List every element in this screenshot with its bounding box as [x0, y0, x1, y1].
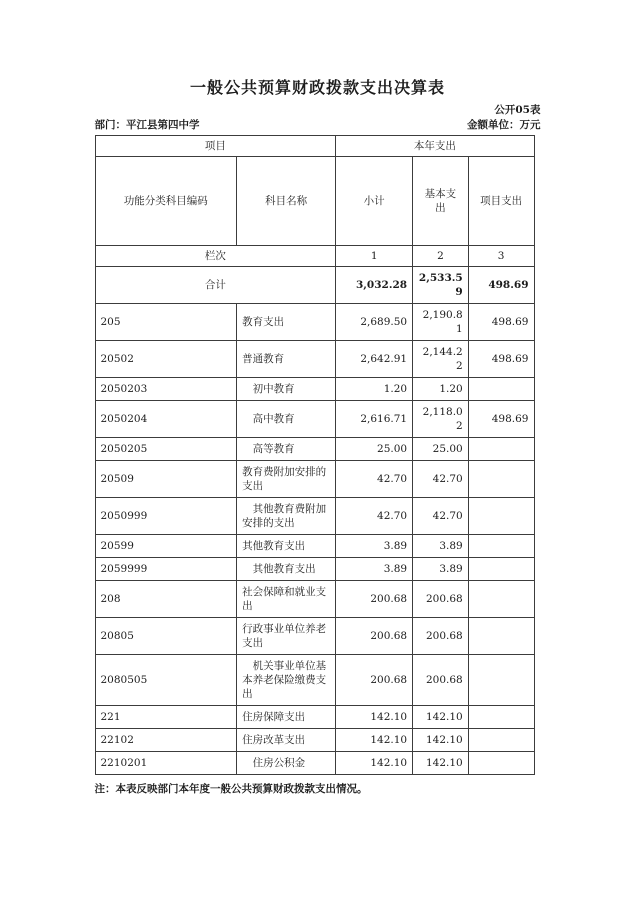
header-group-row: [95, 136, 534, 157]
row-subtotal: 142.10: [336, 729, 413, 752]
column-number-3: 3: [468, 246, 534, 267]
table-row: [95, 401, 534, 438]
header-columns-row: [95, 157, 534, 246]
row-name: 行政事业单位养老支出: [237, 618, 336, 655]
header-col-function-code: 功能分类科目编码: [95, 157, 237, 246]
row-subtotal: 142.10: [336, 706, 413, 729]
expenditure-table: [95, 135, 535, 775]
row-code: 2080505: [95, 655, 237, 706]
page-title: 一般公共预算财政拨款支出决算表: [189, 78, 445, 97]
row-basic: 42.70: [413, 461, 469, 498]
row-name: 其他教育支出: [237, 535, 336, 558]
row-basic: 1.20: [413, 378, 469, 401]
row-code: 2050205: [95, 438, 237, 461]
table-row: [95, 558, 534, 581]
row-basic: 2,118.02: [413, 401, 469, 438]
row-name: 机关事业单位基本养老保险缴费支出: [237, 655, 336, 706]
row-basic: 142.10: [413, 752, 469, 775]
row-project: 498.69: [468, 401, 534, 438]
row-name: 住房改革支出: [237, 729, 336, 752]
row-code: 20509: [95, 461, 237, 498]
row-project: [468, 752, 534, 775]
row-basic: 3.89: [413, 558, 469, 581]
table-row: [95, 498, 534, 535]
row-subtotal: 1.20: [336, 378, 413, 401]
row-subtotal: 2,689.50: [336, 304, 413, 341]
row-project: [468, 581, 534, 618]
row-name: 高中教育: [237, 401, 336, 438]
row-name: 社会保障和就业支出: [237, 581, 336, 618]
row-code: 221: [95, 706, 237, 729]
unit-label: 金额单位：万元: [467, 119, 541, 131]
row-basic: 42.70: [413, 498, 469, 535]
row-basic: 142.10: [413, 729, 469, 752]
row-basic: 200.68: [413, 581, 469, 618]
column-index-label: 栏次: [95, 246, 336, 267]
row-name: 住房公积金: [237, 752, 336, 775]
table-row: [95, 729, 534, 752]
row-code: 20805: [95, 618, 237, 655]
row-code: 2210201: [95, 752, 237, 775]
row-basic: 200.68: [413, 618, 469, 655]
row-name: 住房保障支出: [237, 706, 336, 729]
department-label: 部门：平江县第四中学: [94, 119, 200, 131]
table-row: [95, 461, 534, 498]
row-code: 2059999: [95, 558, 237, 581]
row-name: 教育费附加安排的支出: [237, 461, 336, 498]
row-basic: 2,144.22: [413, 341, 469, 378]
row-name: 其他教育支出: [237, 558, 336, 581]
table-row: [95, 752, 534, 775]
row-project: [468, 729, 534, 752]
row-basic: 25.00: [413, 438, 469, 461]
meta-row: [95, 118, 541, 133]
row-project: [468, 558, 534, 581]
header-group-year-expenditure: 本年支出: [336, 136, 534, 157]
table-row: [95, 304, 534, 341]
table-row: [95, 655, 534, 706]
header-col-subject-name: 科目名称: [237, 157, 336, 246]
row-name: 普通教育: [237, 341, 336, 378]
row-subtotal: 3.89: [336, 535, 413, 558]
column-index-row: [95, 246, 534, 267]
row-code: 208: [95, 581, 237, 618]
row-code: 20599: [95, 535, 237, 558]
row-name: 教育支出: [237, 304, 336, 341]
total-project-value: 498.69: [468, 267, 534, 304]
table-note: 注：本表反映部门本年度一般公共预算财政拨款支出情况。: [94, 783, 368, 795]
row-subtotal: 42.70: [336, 461, 413, 498]
row-subtotal: 200.68: [336, 655, 413, 706]
row-basic: 142.10: [413, 706, 469, 729]
row-name: 初中教育: [237, 378, 336, 401]
row-subtotal: 3.89: [336, 558, 413, 581]
total-subtotal-value: 3,032.28: [336, 267, 413, 304]
row-project: 498.69: [468, 341, 534, 378]
row-subtotal: 142.10: [336, 752, 413, 775]
table-row: [95, 618, 534, 655]
row-code: 2050203: [95, 378, 237, 401]
row-basic: 3.89: [413, 535, 469, 558]
row-code: 20502: [95, 341, 237, 378]
table-row: [95, 341, 534, 378]
row-project: [468, 706, 534, 729]
row-name: 高等教育: [237, 438, 336, 461]
row-code: 205: [95, 304, 237, 341]
row-code: 22102: [95, 729, 237, 752]
table-row: [95, 535, 534, 558]
header-col-project-expenditure: 项目支出: [468, 157, 534, 246]
row-project: [468, 655, 534, 706]
row-project: [468, 618, 534, 655]
document-page: [95, 0, 541, 796]
row-subtotal: 2,642.91: [336, 341, 413, 378]
row-name: 其他教育费附加安排的支出: [237, 498, 336, 535]
total-label: 合计: [95, 267, 336, 304]
row-code: 2050999: [95, 498, 237, 535]
row-code: 2050204: [95, 401, 237, 438]
row-project: [468, 438, 534, 461]
header-col-basic-expenditure-label: 基本支出: [424, 188, 457, 214]
column-number-1: 1: [336, 246, 413, 267]
row-subtotal: 200.68: [336, 618, 413, 655]
row-project: [468, 535, 534, 558]
row-basic: 2,190.81: [413, 304, 469, 341]
row-project: [468, 378, 534, 401]
row-subtotal: 42.70: [336, 498, 413, 535]
header-col-basic-expenditure: [413, 157, 469, 246]
header-group-project: 项目: [95, 136, 336, 157]
row-project: [468, 461, 534, 498]
row-subtotal: 200.68: [336, 581, 413, 618]
row-project: 498.69: [468, 304, 534, 341]
header-col-subtotal: 小计: [336, 157, 413, 246]
table-row: [95, 378, 534, 401]
table-row: [95, 438, 534, 461]
row-project: [468, 498, 534, 535]
row-subtotal: 25.00: [336, 438, 413, 461]
total-row: [95, 267, 534, 304]
row-basic: 200.68: [413, 655, 469, 706]
row-subtotal: 2,616.71: [336, 401, 413, 438]
table-row: [95, 706, 534, 729]
table-row: [95, 581, 534, 618]
column-number-2: 2: [413, 246, 469, 267]
total-basic-value: 2,533.59: [413, 267, 469, 304]
table-code-label: 公开05表: [494, 104, 541, 116]
